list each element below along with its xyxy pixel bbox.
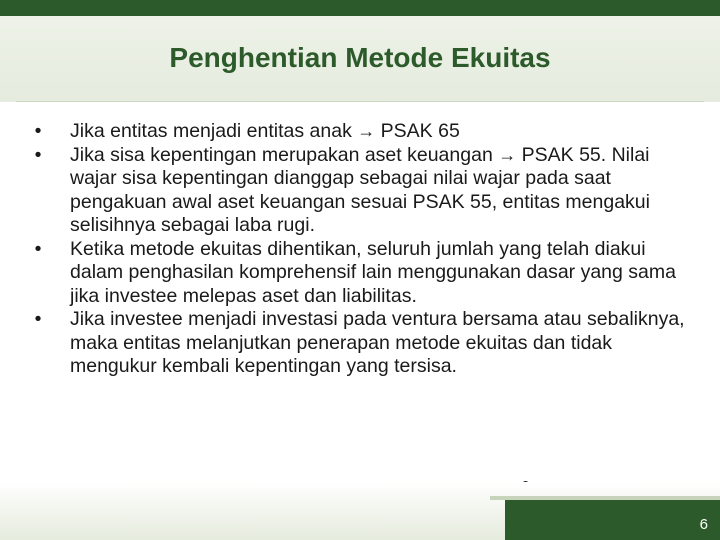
bullet-text: Jika investee menjadi investasi pada ventura bersama atau sebaliknya, maka entitas melanjutkan penerapan metode ekuitas dan tidak mengukur kembali kepentingan yang tersisa. (70, 308, 685, 377)
bullet-item (26, 308, 696, 379)
bullet-text: PSAK 65 (375, 120, 460, 142)
top-accent-bar (0, 0, 720, 16)
bullet-text: PSAK 55. Nilai wajar sisa kepentingan dianggap sebagai nilai wajar pada saat pengakuan awal aset keuangan sesuai PSAK 55, entitas mengakui selisihnya sebagai laba rugi. (70, 143, 650, 236)
bullet-dot: • (34, 143, 42, 166)
arrow-icon: → (498, 144, 517, 165)
bullet-text: Jika sisa kepentingan merupakan aset keuangan (70, 143, 499, 166)
page-number-right: 6 (699, 516, 708, 533)
title-divider (16, 101, 704, 102)
arrow-icon: → (357, 121, 376, 141)
bullet-item (26, 120, 696, 144)
bullet-dot: • (34, 120, 42, 142)
bullet-list (26, 120, 696, 379)
bullet-text: Jika entitas menjadi entitas anak (70, 120, 358, 142)
bullet-item (26, 144, 696, 238)
bullet-dot: • (34, 308, 42, 330)
bullet-text: Ketika metode ekuitas dihentikan, seluruh jumlah yang telah diakui dalam penghasilan komprehensif lain menggunakan dasar yang sama jika investee melepas aset dan liabilitas. (70, 237, 676, 307)
slide-title: Penghentian Metode Ekuitas (169, 42, 551, 73)
bottom-accent-bar (505, 500, 720, 540)
bullet-dot: • (34, 237, 42, 260)
bullet-item (26, 238, 696, 309)
